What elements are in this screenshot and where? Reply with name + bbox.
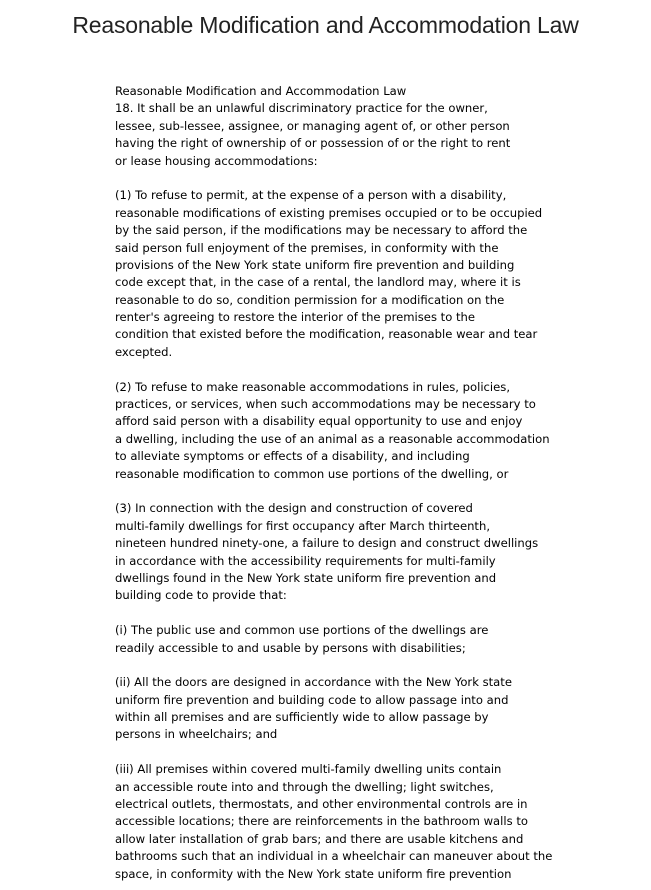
text-line: (2) To refuse to make reasonable accommodations in rules, policies, xyxy=(115,379,511,394)
text-line: 18. It shall be an unlawful discriminatory practice for the owner, xyxy=(115,101,488,116)
text-line: by the said person, if the modifications may be necessary to afford the xyxy=(115,223,528,238)
text-line: afford said person with a disability equal opportunity to use and enjoy xyxy=(115,414,523,429)
text-line: electrical outlets, thermostats, and other environmental controls are in xyxy=(115,797,528,812)
document-body xyxy=(115,83,585,883)
text-line: (i) The public use and common use portions of the dwellings are xyxy=(115,623,489,638)
text-line: renter's agreeing to restore the interior of the premises to the xyxy=(115,310,476,325)
text-line: said person full enjoyment of the premises, in conformity with the xyxy=(115,240,499,255)
text-line: (ii) All the doors are designed in accordance with the New York state xyxy=(115,675,512,690)
text-line: an accessible route into and through the dwelling; light switches, xyxy=(115,779,494,794)
paragraph-spacer xyxy=(115,361,585,378)
text-line: having the right of ownership of or possession of or the right to rent xyxy=(115,136,511,151)
text-line: or lease housing accommodations: xyxy=(115,153,318,168)
paragraph-spacer xyxy=(115,657,585,674)
text-line: lessee, sub-lessee, assignee, or managing agent of, or other person xyxy=(115,118,510,133)
text-line: practices, or services, when such accommodations may be necessary to xyxy=(115,397,536,412)
text-line: reasonable to do so, condition permission for a modification on the xyxy=(115,292,505,307)
text-line: dwellings found in the New York state uniform fire prevention and xyxy=(115,570,497,585)
text-line: persons in wheelchairs; and xyxy=(115,727,278,742)
text-line: provisions of the New York state uniform fire prevention and building xyxy=(115,257,515,272)
paragraph-clause-2 xyxy=(115,379,585,483)
paragraph-spacer xyxy=(115,605,585,622)
text-line: condition that existed before the modification, reasonable wear and tear xyxy=(115,327,538,342)
text-line: code except that, in the case of a rental, the landlord may, where it is xyxy=(115,275,521,290)
page-title: Reasonable Modification and Accommodation Law xyxy=(72,12,579,38)
text-line: a dwelling, including the use of an animal as a reasonable accommodation xyxy=(115,431,550,446)
paragraph-clause-3 xyxy=(115,500,585,604)
paragraph-subclause-iii xyxy=(115,761,585,883)
text-line: (3) In connection with the design and construction of covered xyxy=(115,501,473,516)
text-line: accessible locations; there are reinforcements in the bathroom walls to xyxy=(115,814,528,829)
text-line: to alleviate symptoms or effects of a disability, and including xyxy=(115,449,470,464)
paragraph-intro xyxy=(115,83,585,170)
paragraph-spacer xyxy=(115,483,585,500)
text-line: multi-family dwellings for first occupancy after March thirteenth, xyxy=(115,518,491,533)
text-line: uniform fire prevention and building code to allow passage into and xyxy=(115,692,509,707)
paragraph-subclause-ii xyxy=(115,674,585,744)
paragraph-spacer xyxy=(115,170,585,187)
text-line: in accordance with the accessibility requirements for multi-family xyxy=(115,553,496,568)
paragraph-subclause-i xyxy=(115,622,585,657)
paragraph-clause-1 xyxy=(115,187,585,361)
text-line: Reasonable Modification and Accommodation Law xyxy=(115,84,407,98)
text-line: reasonable modification to common use portions of the dwelling, or xyxy=(115,466,509,481)
text-line: readily accessible to and usable by persons with disabilities; xyxy=(115,640,466,655)
text-line: (1) To refuse to permit, at the expense of a person with a disability, xyxy=(115,188,507,203)
text-line: within all premises and are sufficiently wide to allow passage by xyxy=(115,710,489,725)
text-line: (iii) All premises within covered multi-family dwelling units contain xyxy=(115,762,502,777)
text-line: reasonable modifications of existing premises occupied or to be occupied xyxy=(115,205,543,220)
text-line: building code to provide that: xyxy=(115,588,287,603)
text-line: space, in conformity with the New York state uniform fire prevention xyxy=(115,866,512,881)
text-line: bathrooms such that an individual in a wheelchair can maneuver about the xyxy=(115,849,553,864)
text-line: excepted. xyxy=(115,344,173,359)
paragraph-spacer xyxy=(115,744,585,761)
text-line: allow later installation of grab bars; and there are usable kitchens and xyxy=(115,831,524,846)
text-line: nineteen hundred ninety-one, a failure to design and construct dwellings xyxy=(115,536,539,551)
